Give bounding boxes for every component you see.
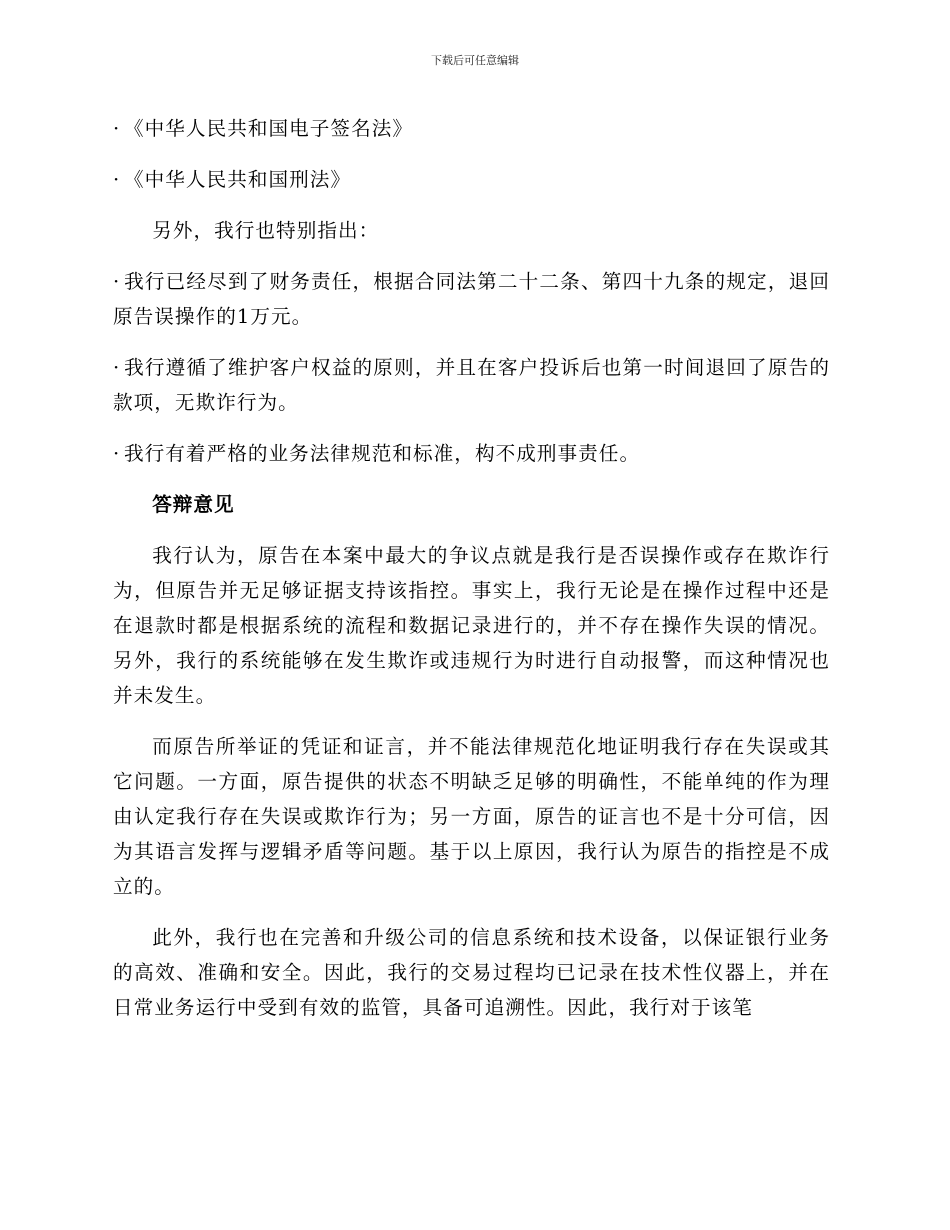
point-item-text: 我行有着严格的业务法律规范和标准，构不成刑事责任。 bbox=[124, 442, 641, 465]
point-item-financial-duty bbox=[113, 264, 830, 334]
point-item-legal-standards bbox=[113, 436, 830, 471]
paragraph-systems: 此外，我行也在完善和升级公司的信息系统和技术设备，以保证银行业务的高效、准确和安全。因此，我行的交易过程均已记录在技术性仪器上，并在日常业务运行中受到有效的监管，具备可追溯性。因此，我行对于该笔 bbox=[113, 926, 830, 1019]
paragraph-evidence: 而原告所举证的凭证和证言，并不能法律规范化地证明我行存在失误或其它问题。一方面，原告提供的状态不明缺乏足够的明确性，不能单纯的作为理由认定我行存在失误或欺诈行为；另一方面，原告的证言也不是十分可信，因为其语言发挥与逻辑矛盾等问题。基于以上原因，我行认为原告的指控是不成立的。 bbox=[113, 735, 830, 898]
bullet-dot: · bbox=[113, 442, 121, 465]
law-item-text: 《中华人民共和国刑法》 bbox=[124, 168, 352, 191]
law-item-text: 《中华人民共和国电子签名法》 bbox=[124, 117, 414, 140]
point-item-text: 我行遵循了维护客户权益的原则，并且在客户投诉后也第一时间退回了原告的款项，无欺诈行为。 bbox=[113, 356, 830, 414]
bullet-dot: · bbox=[113, 356, 121, 379]
bullet-dot: · bbox=[113, 168, 121, 191]
intro-note: 另外，我行也特别指出： bbox=[152, 219, 380, 242]
law-item-criminal bbox=[113, 162, 830, 197]
page-header: 下载后可任意编辑 bbox=[431, 54, 519, 67]
bullet-dot: · bbox=[113, 117, 121, 140]
section-heading: 答辩意见 bbox=[152, 493, 235, 516]
document-body bbox=[113, 111, 830, 1041]
point-item-customer-rights bbox=[113, 350, 830, 420]
law-item-e-signature bbox=[113, 111, 830, 146]
paragraph-dispute: 我行认为，原告在本案中最大的争议点就是我行是否误操作或存在欺诈行为，但原告并无足够证据支持该指控。事实上，我行无论是在操作过程中还是在退款时都是根据系统的流程和数据记录进行的，并不存在操作失误的情况。另外，我行的系统能够在发生欺诈或违规行为时进行自动报警，而这种情况也并未发生。 bbox=[113, 544, 830, 707]
point-item-text: 我行已经尽到了财务责任，根据合同法第二十二条、第四十九条的规定，退回原告误操作的1万元。 bbox=[113, 270, 830, 328]
bullet-dot: · bbox=[113, 270, 121, 293]
